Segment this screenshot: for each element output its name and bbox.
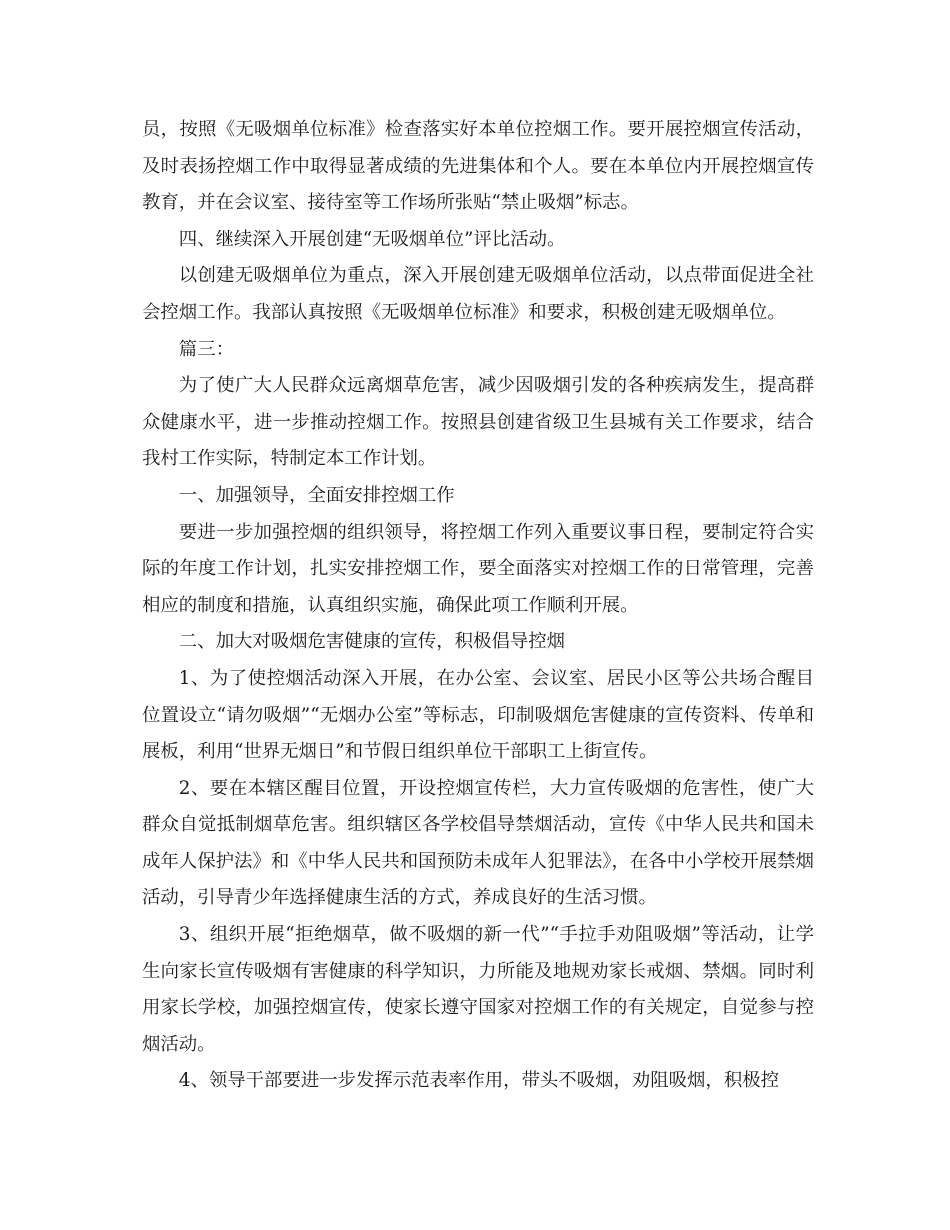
section-heading: 一、加强领导，全面安排控烟工作	[178, 484, 455, 506]
paragraph: 员，按照《无吸烟单位标准》检查落实好本单位控烟工作。要开展控烟宣传活动，及时表扬控烟工作中取得显著成绩的先进集体和个人。要在本单位内开展控烟宣传教育，并在会议室、接待室等工作场所张贴“禁止吸烟”标志。	[142, 119, 814, 214]
list-item: 3、组织开展“拒绝烟草，做不吸烟的新一代”“手拉手劝阻吸烟”等活动，让学生向家长宣传吸烟有害健康的科学知识，力所能及地规劝家长戒烟、禁烟。同时利用家长学校，加强控烟宣传，使家长遵守国家对控烟工作的有关规定，自觉参与控烟活动。	[142, 924, 814, 1055]
list-item: 1、为了使控烟活动深入开展，在办公室、会议室、居民小区等公共场合醒目位置设立“请勿吸烟”“无烟办公室”等标志，印制吸烟危害健康的宣传资料、传单和展板，利用“世界无烟日”和节假日组织单位干部职工上街宣传。	[142, 667, 814, 763]
document-body	[142, 112, 814, 1100]
section-heading: 二、加大对吸烟危害健康的宣传，积极倡导控烟	[178, 631, 566, 653]
paragraph: 为了使广大人民群众远离烟草危害，减少因吸烟引发的各种疾病发生，提高群众健康水平，进一步推动控烟工作。按照县创建省级卫生县城有关工作要求，结合我村工作实际，特制定本工作计划。	[142, 375, 814, 470]
paragraph: 要进一步加强控烟的组织领导，将控烟工作列入重要议事日程，要制定符合实际的年度工作计划，扎实安排控烟工作，要全面落实对控烟工作的日常管理，完善相应的制度和措施，认真组织实施，确保此项工作顺利开展。	[142, 521, 814, 616]
section-title: 篇三：	[178, 338, 234, 360]
list-item: 4、领导干部要进一步发挥示范表率作用，带头不吸烟，劝阻吸烟，积极控	[178, 1070, 779, 1092]
section-heading: 四、继续深入开展创建“无吸烟单位”评比活动。	[178, 228, 566, 250]
list-item: 2、要在本辖区醒目位置，开设控烟宣传栏，大力宣传吸烟的危害性，使广大群众自觉抵制烟草危害。组织辖区各学校倡导禁烟活动，宣传《中华人民共和国未成年人保护法》和《中华人民共和国预防未成年人犯罪法》，在各中小学校开展禁烟活动，引导青少年选择健康生活的方式，养成良好的生活习惯。	[142, 777, 814, 909]
paragraph: 以创建无吸烟单位为重点，深入开展创建无吸烟单位活动，以点带面促进全社会控烟工作。我部认真按照《无吸烟单位标准》和要求，积极创建无吸烟单位。	[142, 265, 814, 323]
